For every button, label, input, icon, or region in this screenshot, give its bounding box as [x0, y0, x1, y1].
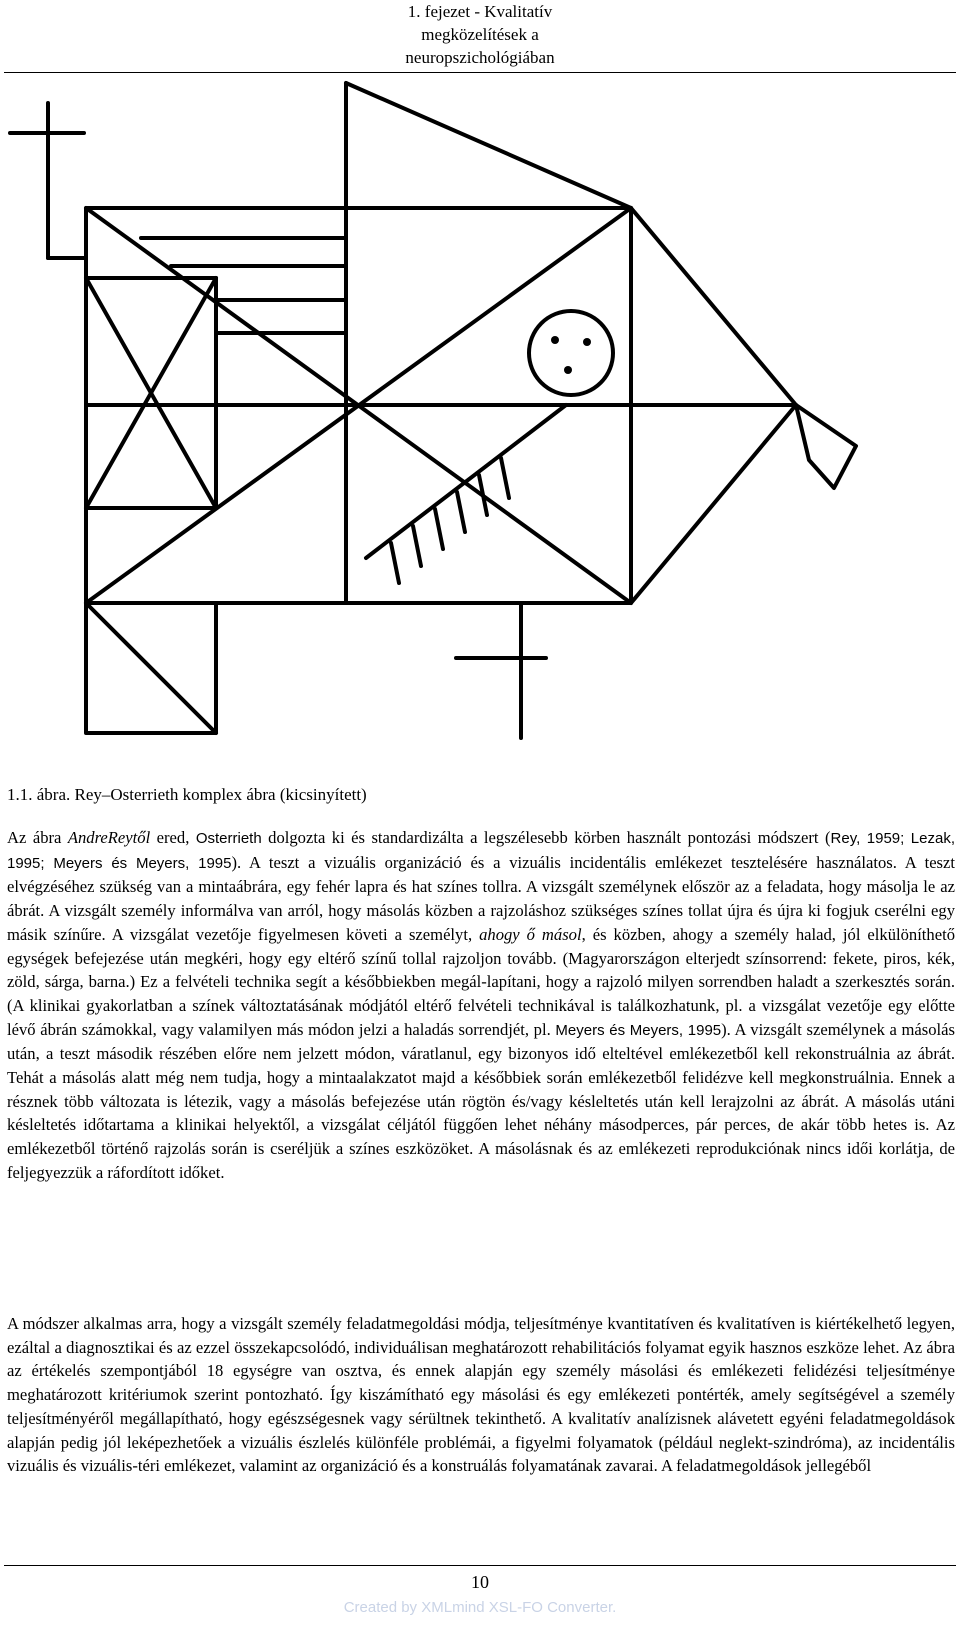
page-number: 10 — [471, 1572, 489, 1592]
figure-caption: 1.1. ábra. Rey–Osterrieth komplex ábra (kicsinyített) — [7, 785, 367, 804]
generator-name: XMLmind XSL-FO Converter. — [421, 1599, 617, 1616]
paragraph-1-run: Rey, 1959; Lezak, 1995; Meyers és Meyers, 1995 — [7, 830, 955, 872]
bottom-left-square-diagonal — [86, 603, 216, 733]
header-line-3: neuropszichológiában — [405, 48, 555, 67]
hatch-6 — [501, 458, 509, 498]
complex-figure-drawing — [6, 78, 906, 768]
footer-rule — [4, 1565, 956, 1566]
paragraph-1-text — [7, 826, 955, 1185]
header-line-2: megközelítések a — [421, 25, 539, 44]
header-line-1: 1. fejezet - Kvalitatív — [407, 2, 553, 21]
rey-osterrieth-figure — [6, 78, 906, 768]
hatch-4 — [457, 492, 465, 532]
paragraph-1-run: dolgozta ki és standardizálta a legszélesebb körben használt pontozási módszert ( — [261, 828, 831, 847]
paragraph-1-run: ). A vizsgált személynek a másolás után, a teszt második részében előre nem jelzett módon, váratlanul, egy bizonyos idő elteltével emlékezetből kell rekonstruálnia az ábrát. Tehát a másolás alatt még nem tudja, hogy a mintaalakzatot majd a későbbiek során emlékezetből felidézve kell megkonstruálnia. Ennek a résznek több változata is létezik, vagy a másolás befejezése után rögtön és/vagy késleltetés után kell lerajzolni az ábrát. A másolás utáni késleltetés időtartama a klinikai helyektől, a vizsgálat céljától függően lehet néhány másodperces, pár perces, de akár több hetes is. Az emlékezetből történő rajzolás során is cseréljük a színes eszközöket. A másolásnak és az emlékezeti reprodukciónak nincs idői korlátja, de feljegyezzük a ráfordított időket. — [7, 1019, 955, 1182]
header-rule — [4, 72, 956, 73]
paragraph-2 — [7, 1312, 955, 1478]
hatch-2 — [413, 526, 421, 566]
paragraph-2-text: A módszer alkalmas arra, hogy a vizsgált személy feladatmegoldási módja, teljesítménye kvantitatíven és kvalitatíven is kiértékelhető legyen, ezáltal a diagnosztikai és az ezzel összekapcsolódó, individuálisan meghatározott rehabilitációs folyamat egyik hasznos eszköze lehet. Az ábra az értékelés szempontjából 18 egységre van osztva, és ennek alapján egy személy másolási és emlékezeti felidézési teljesítménye meghatározott kritériumok szerint pontozható. Így kiszámítható egy másolási és egy emlékezeti pontérték, amely segítségével a személy teljesítményéről megállapítható, hogy egészségesnek vagy sérültnek tekinthető. A kvalitatív analízisnek alávetett egyéni feladatmegoldások alapján pedig jól leképezhetőek a vizuális észlelés különféle problémái, a figyelmi folyamatok (például neglekt-szindróma), az incidentális vizuális és vizuális-téri emlékezet, valamint az organizáció és a konstruálás folyamatának zavarai. A feladatmegoldások jellegéből — [7, 1314, 955, 1476]
hatch-1 — [391, 543, 399, 583]
paragraph-1-run: Osterrieth — [195, 830, 262, 847]
hatch-3 — [435, 509, 443, 549]
paragraph-1-run: Meyers és Meyers, 1995 — [555, 1021, 722, 1039]
circle-with-dots — [529, 311, 613, 395]
paragraph-1-run: ). A teszt a vizuális organizáció és a vizuális incidentális emlékezet tesztelésére használatos. A teszt elvégzéséhez szükség van a mintaábrára, egy fehér lapra és hat színes tollra. A vizsgált személynek először az a feladata, hogy másolja le az ábrát. A vizsgált személy informálva van arról, hogy másolás közben a rajzoláshoz szükséges színes tollat újra és újra ki fogjuk cserélni egy másik színűre. A vizsgálat vezetője figyelmesen követi a személyt, — [7, 852, 955, 944]
paragraph-1-run: ahogy ő másol — [479, 924, 582, 944]
paragraph-1 — [7, 826, 955, 1185]
paragraph-1-run: ered, — [150, 828, 196, 847]
top-triangle-right-edge — [346, 83, 631, 208]
page-header — [0, 0, 960, 69]
generator-note — [0, 1599, 960, 1616]
paragraph-1-run: AndreReytől — [67, 828, 151, 847]
paragraph-1-run: , és közben, ahogy a személy halad, jól elkülöníthető egységek befejezése után megkéri, hogy egy eltérő színű tollal rajzoljon tovább. (Magyarországon elterjedt színsorrend: fekete, piros, kék, zöld, sárga, barna.) Ez a felvételi technika segít a későbbiekben megál-lapítani, hogy a rajzoló milyen sorrendben haladt a szerkesztés során. (A klinikai gyakorlatban a színek változtatásának módjától eltérő felvételi technikával is találkozhatunk, pl. a vizsgálat vezetője egy előtte lévő ábrán számokkal, vagy valamilyen más módon jelzi a haladás sorrendjét, pl. — [7, 924, 955, 1039]
paragraph-1-run: Az ábra — [7, 828, 68, 847]
generator-prefix: Created by — [343, 1599, 422, 1616]
diamond — [796, 405, 856, 488]
